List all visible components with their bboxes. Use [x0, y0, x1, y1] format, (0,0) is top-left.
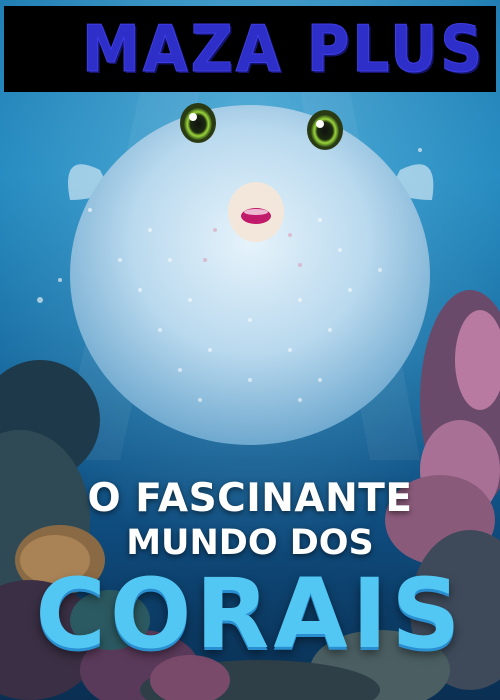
brand-banner: [4, 6, 496, 92]
brand-logo-text: MAZA PLUS: [82, 11, 486, 87]
pufferfish-eye-left: [180, 103, 216, 143]
pufferfish-eye-right: [307, 110, 343, 150]
title-line-2: MUNDO DOS: [126, 523, 374, 563]
pufferfish-mouth: [228, 182, 284, 242]
title-main: CORAIS: [35, 558, 465, 670]
title-line-1: O FASCINANTE: [87, 476, 413, 521]
pufferfish-body: [70, 105, 430, 445]
